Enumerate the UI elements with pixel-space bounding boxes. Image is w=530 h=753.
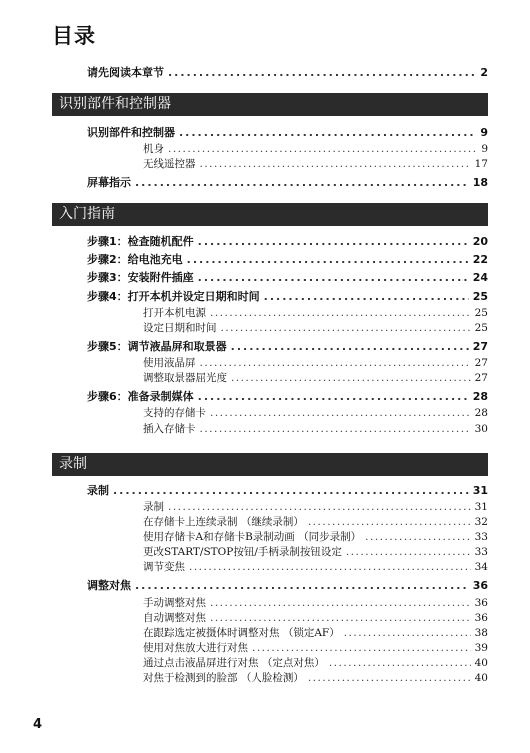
toc-subentry-label: 使用对焦放大进行对焦 [143, 642, 248, 654]
toc-subentry[interactable] [143, 141, 488, 156]
toc-entry-label: 步骤1：检查随机配件 [87, 235, 194, 248]
toc-subentry-page: 40 [474, 657, 488, 669]
toc-entry-page: 25 [472, 290, 488, 303]
toc-subentry-label: 手动调整对焦 [143, 597, 206, 609]
toc-entry-page: 2 [480, 66, 488, 79]
toc-subentry[interactable] [143, 544, 488, 559]
toc-subentry[interactable] [143, 421, 488, 436]
toc-subentry-page: 36 [474, 612, 488, 624]
toc-subentry-page: 31 [474, 501, 488, 513]
toc-subentry-page: 17 [474, 158, 488, 170]
leader-dots [365, 531, 470, 543]
leader-dots [198, 390, 469, 403]
leader-dots [346, 546, 471, 558]
toc-subentry-label: 更改START/STOP按钮/手柄录制按钮设定 [143, 546, 342, 558]
toc-subentry-label: 打开本机电源 [143, 307, 206, 319]
toc-subentry-page: 36 [474, 597, 488, 609]
leader-dots [198, 271, 469, 284]
page-number: 4 [33, 717, 43, 732]
toc-subentry[interactable] [143, 655, 488, 670]
toc-subentry-page: 33 [474, 546, 488, 558]
leader-dots [221, 322, 471, 334]
page-title: 目录 [52, 24, 96, 48]
toc-subentry-label: 使用液晶屏 [143, 357, 196, 369]
toc-subentry-label: 对焦于检测到的脸部 （人脸检测） [143, 672, 304, 684]
leader-dots [329, 657, 471, 669]
toc-subentry-label: 设定日期和时间 [143, 322, 217, 334]
toc-entry-page: 24 [472, 271, 488, 284]
toc-subentry[interactable] [143, 156, 488, 171]
toc-subentry-label: 使用存储卡A和存储卡B录制动画 （同步录制） [143, 531, 362, 543]
toc-entry-label: 步骤3：安装附件插座 [87, 271, 194, 284]
toc-entry[interactable] [87, 251, 488, 267]
toc-subentry[interactable] [143, 499, 488, 514]
toc-subentry-page: 40 [474, 672, 488, 684]
toc-subentry-page: 28 [474, 407, 488, 419]
toc-entry-label: 步骤4：打开本机并设定日期和时间 [87, 290, 260, 303]
leader-dots [231, 372, 471, 384]
section-heading: 录制 [52, 453, 488, 476]
toc-subentry[interactable] [143, 405, 488, 420]
toc-subentry-page: 32 [474, 516, 488, 528]
toc-entry-page: 9 [480, 126, 488, 139]
toc-subentry-page: 38 [474, 627, 488, 639]
toc-entry[interactable] [87, 482, 488, 498]
toc-subentry-label: 调整取景器屈光度 [143, 372, 227, 384]
leader-dots [210, 597, 471, 609]
leader-dots [135, 176, 469, 189]
toc-entry[interactable] [87, 269, 488, 285]
toc-entry[interactable] [87, 288, 488, 304]
toc-subentry-page: 25 [474, 322, 488, 334]
toc-subentry-page: 9 [481, 143, 488, 155]
toc-entry-page: 27 [472, 340, 488, 353]
section-heading: 识别部件和控制器 [52, 93, 488, 116]
toc-subentry[interactable] [143, 559, 488, 574]
toc-subentry-page: 27 [474, 357, 488, 369]
toc-subentry-label: 插入存储卡 [143, 423, 196, 435]
leader-dots [200, 158, 471, 170]
toc-entry[interactable] [87, 233, 488, 249]
toc-subentry-label: 通过点击液晶屏进行对焦 （定点对焦） [143, 657, 325, 669]
leader-dots [231, 340, 469, 353]
leader-dots [264, 290, 469, 303]
toc-subentry[interactable] [143, 370, 488, 385]
toc-entry-label: 请先阅读本章节 [87, 66, 164, 79]
toc-subentry-label: 自动调整对焦 [143, 612, 206, 624]
toc-entry-page: 31 [472, 484, 488, 497]
toc-subentry-label: 录制 [143, 501, 164, 513]
leader-dots [344, 627, 471, 639]
leader-dots [179, 126, 476, 139]
leader-dots [252, 642, 471, 654]
leader-dots [198, 235, 469, 248]
leader-dots [210, 612, 471, 624]
leader-dots [168, 143, 477, 155]
leader-dots [210, 307, 471, 319]
toc-entry-label: 屏幕指示 [87, 176, 131, 189]
toc-entry-label: 识别部件和控制器 [87, 126, 175, 139]
toc-subentry[interactable] [143, 514, 488, 529]
leader-dots [200, 423, 471, 435]
toc-subentry[interactable] [143, 529, 488, 544]
leader-dots [210, 407, 471, 419]
leader-dots [200, 357, 471, 369]
toc-subentry-page: 34 [474, 561, 488, 573]
leader-dots [168, 501, 471, 513]
leader-dots [308, 516, 471, 528]
toc-subentry-page: 25 [474, 307, 488, 319]
toc-entry-label: 录制 [87, 484, 109, 497]
toc-entry-page: 20 [472, 235, 488, 248]
toc-entry-page: 18 [472, 176, 488, 189]
leader-dots [308, 672, 471, 684]
toc-subentry-label: 在跟踪选定被摄体时调整对焦 （锁定AF） [143, 627, 340, 639]
toc-entry[interactable] [87, 338, 488, 354]
toc-subentry-label: 支持的存储卡 [143, 407, 206, 419]
toc-entry[interactable] [87, 577, 488, 593]
leader-dots [113, 484, 469, 497]
toc-subentry[interactable] [143, 355, 488, 370]
toc-entry-page: 36 [472, 579, 488, 592]
toc-entry-label: 步骤5：调节液晶屏和取景器 [87, 340, 227, 353]
toc-entry-label: 步骤6：准备录制媒体 [87, 390, 194, 403]
section-heading: 入门指南 [52, 203, 488, 226]
leader-dots [189, 561, 471, 573]
toc-entry[interactable] [87, 124, 488, 140]
toc-subentry-page: 30 [474, 423, 488, 435]
toc-entry[interactable] [87, 388, 488, 404]
toc-subentry[interactable] [143, 595, 488, 610]
toc-entry[interactable] [87, 174, 488, 190]
toc-subentry-page: 39 [474, 642, 488, 654]
toc-subentry[interactable] [143, 320, 488, 335]
toc-subentry[interactable] [143, 640, 488, 655]
toc-subentry-page: 27 [474, 372, 488, 384]
toc-subentry[interactable] [143, 305, 488, 320]
toc-entry-label: 调整对焦 [87, 579, 131, 592]
toc-subentry-label: 在存储卡上连续录制 （继续录制） [143, 516, 304, 528]
toc-entry-page: 22 [472, 253, 488, 266]
toc-subentry-page: 33 [474, 531, 488, 543]
toc-entry-label: 步骤2：给电池充电 [87, 253, 183, 266]
leader-dots [135, 579, 469, 592]
toc-entry-intro[interactable] [87, 64, 488, 80]
toc-subentry[interactable] [143, 610, 488, 625]
toc-subentry-label: 调节变焦 [143, 561, 185, 573]
toc-subentry-label: 机身 [143, 143, 164, 155]
toc-subentry[interactable] [143, 670, 488, 685]
leader-dots [168, 66, 476, 79]
toc-entry-page: 28 [472, 390, 488, 403]
toc-subentry-label: 无线遥控器 [143, 158, 196, 170]
leader-dots [187, 253, 469, 266]
toc-subentry[interactable] [143, 625, 488, 640]
